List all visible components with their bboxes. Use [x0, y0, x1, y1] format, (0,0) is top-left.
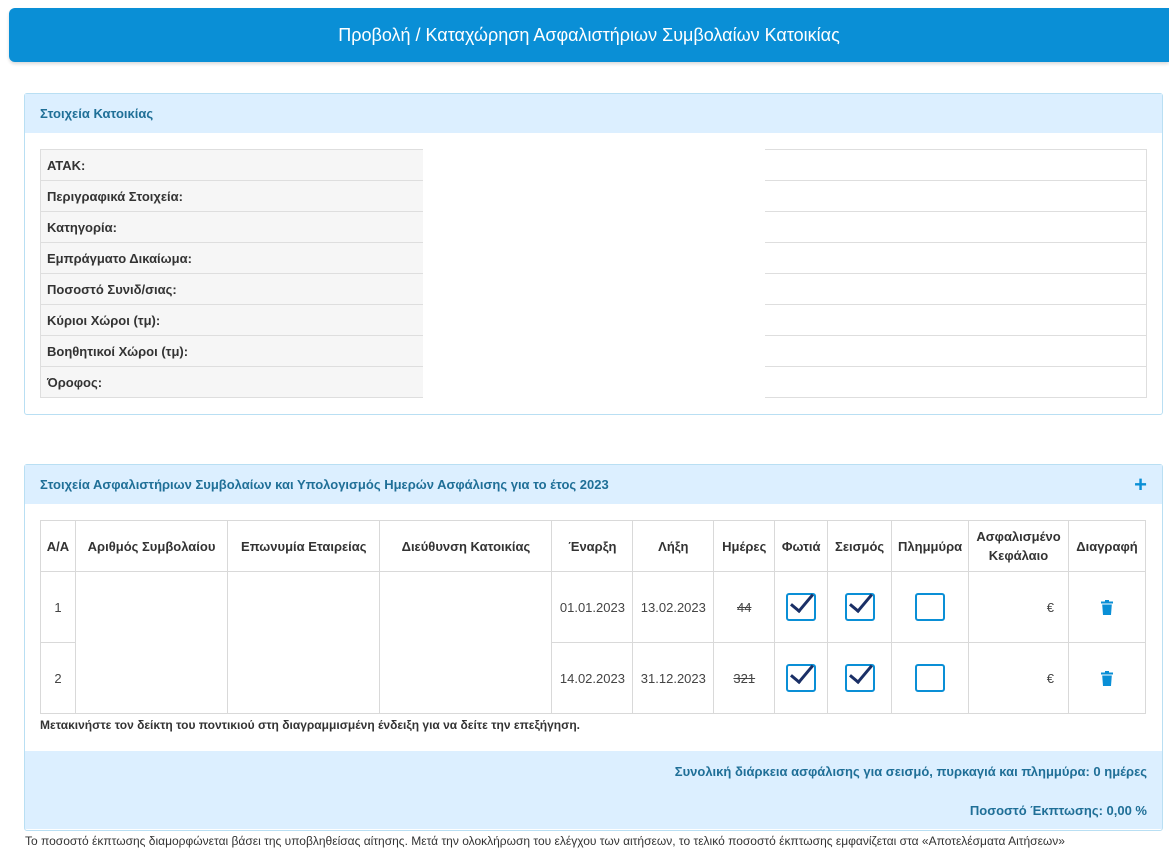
contracts-table	[40, 520, 1146, 714]
property-row	[41, 336, 1147, 367]
cell-aa: 2	[41, 643, 76, 714]
col-fire: Φωτιά	[775, 521, 828, 572]
property-value-masked	[423, 367, 765, 398]
cell-capital[interactable]	[969, 643, 1069, 714]
contracts-panel	[24, 464, 1163, 831]
property-label: Ποσοστό Συνιδ/σιας:	[41, 274, 424, 305]
cell-delete	[1068, 572, 1145, 643]
property-value	[765, 367, 1147, 398]
days-value[interactable]: 321	[733, 670, 756, 686]
cell-earthquake	[828, 643, 892, 714]
contract-row	[41, 572, 1146, 643]
property-row	[41, 274, 1147, 305]
property-value	[765, 243, 1147, 274]
property-label: Περιγραφικά Στοιχεία:	[41, 181, 424, 212]
property-label: ΑΤΑΚ:	[41, 150, 424, 181]
total-duration: Συνολική διάρκεια ασφάλισης για σεισμό, πυρκαγιά και πλημμύρα: 0 ημέρες	[674, 763, 1147, 779]
property-value	[765, 305, 1147, 336]
trash-icon[interactable]	[1101, 671, 1113, 686]
page-title: Προβολή / Καταχώρηση Ασφαλιστήριων Συμβολαίων Κατοικίας	[338, 24, 840, 45]
contract-row	[41, 643, 1146, 714]
cell-days	[714, 572, 775, 643]
property-row	[41, 181, 1147, 212]
contracts-header-row	[41, 521, 1146, 572]
col-aa: Α/Α	[41, 521, 76, 572]
cell-end: 31.12.2023	[633, 643, 714, 714]
property-value-masked	[423, 243, 765, 274]
trash-icon[interactable]	[1101, 600, 1113, 615]
property-panel	[24, 93, 1163, 415]
page-title-bar	[9, 8, 1169, 62]
earthquake-checkbox[interactable]	[845, 593, 875, 621]
cell-start: 01.01.2023	[552, 572, 633, 643]
col-earthquake: Σεισμός	[828, 521, 892, 572]
cell-aa: 1	[41, 572, 76, 643]
property-label: Κατηγορία:	[41, 212, 424, 243]
property-value-masked	[423, 150, 765, 181]
fire-checkbox[interactable]	[786, 664, 816, 692]
property-value-masked	[423, 305, 765, 336]
discount-footnote: Το ποσοστό έκπτωσης διαμορφώνεται βάσει της υποβληθείσας αίτησης. Μετά την ολοκλήρωση του ελέγχου των αιτήσεων, το τελικό ποσοστό έκπτωσης εμφανίζεται στα «Αποτελέσματα Αιτήσεων»	[25, 834, 1065, 848]
earthquake-checkbox[interactable]	[845, 664, 875, 692]
property-row	[41, 367, 1147, 398]
total-duration-bar	[25, 751, 1162, 791]
cell-start: 14.02.2023	[552, 643, 633, 714]
property-row	[41, 212, 1147, 243]
col-company: Επωνυμία Εταιρείας	[228, 521, 380, 572]
plus-icon[interactable]: +	[1134, 471, 1147, 497]
property-label: Εμπράγματο Δικαίωμα:	[41, 243, 424, 274]
currency-symbol: €	[1046, 599, 1054, 615]
col-flood: Πλημμύρα	[892, 521, 969, 572]
property-value-masked	[423, 274, 765, 305]
col-end: Λήξη	[633, 521, 714, 572]
property-value-masked	[423, 181, 765, 212]
currency-symbol: €	[1046, 670, 1054, 686]
property-value-masked	[423, 336, 765, 367]
property-value-masked	[423, 212, 765, 243]
flood-checkbox[interactable]	[915, 593, 945, 621]
col-contract-no: Αριθμός Συμβολαίου	[75, 521, 227, 572]
property-row	[41, 243, 1147, 274]
discount-bar	[25, 791, 1162, 829]
fire-checkbox[interactable]	[786, 593, 816, 621]
cell-contract-no	[75, 643, 227, 714]
col-days: Ημέρες	[714, 521, 775, 572]
cell-end: 13.02.2023	[633, 572, 714, 643]
days-value[interactable]: 44	[737, 599, 752, 615]
contracts-panel-title: Στοιχεία Ασφαλιστήριων Συμβολαίων και Υπολογισμός Ημερών Ασφάλισης για το έτος 2023	[40, 477, 609, 492]
property-value	[765, 336, 1147, 367]
cell-capital[interactable]	[969, 572, 1069, 643]
cell-address	[380, 572, 552, 643]
property-row	[41, 305, 1147, 336]
property-panel-title: Στοιχεία Κατοικίας	[40, 106, 154, 121]
property-value	[765, 274, 1147, 305]
flood-checkbox[interactable]	[915, 664, 945, 692]
cell-earthquake	[828, 572, 892, 643]
cell-days	[714, 643, 775, 714]
col-start: Έναρξη	[552, 521, 633, 572]
cell-company	[228, 643, 380, 714]
col-address: Διεύθυνση Κατοικίας	[380, 521, 552, 572]
col-capital: Ασφαλισμένο Κεφάλαιο	[969, 521, 1069, 572]
property-label: Κύριοι Χώροι (τμ):	[41, 305, 424, 336]
cell-address	[380, 643, 552, 714]
property-panel-header	[25, 94, 1162, 133]
property-table	[40, 149, 1147, 398]
cell-flood	[892, 572, 969, 643]
cell-fire	[775, 643, 828, 714]
cell-contract-no	[75, 572, 227, 643]
cell-fire	[775, 572, 828, 643]
property-value	[765, 150, 1147, 181]
property-value	[765, 181, 1147, 212]
contracts-panel-header	[25, 465, 1162, 504]
property-value	[765, 212, 1147, 243]
property-label: Όροφος:	[41, 367, 424, 398]
cell-flood	[892, 643, 969, 714]
discount-percentage: Ποσοστό Έκπτωσης: 0,00 %	[969, 802, 1147, 818]
cell-delete	[1068, 643, 1145, 714]
property-label: Βοηθητικοί Χώροι (τμ):	[41, 336, 424, 367]
property-row	[41, 150, 1147, 181]
col-delete: Διαγραφή	[1068, 521, 1145, 572]
cell-company	[228, 572, 380, 643]
strikethrough-hint: Μετακινήστε τον δείκτη του ποντικιού στη διαγραμμισμένη ένδειξη για να δείτε την επεξήγηση.	[40, 718, 581, 732]
